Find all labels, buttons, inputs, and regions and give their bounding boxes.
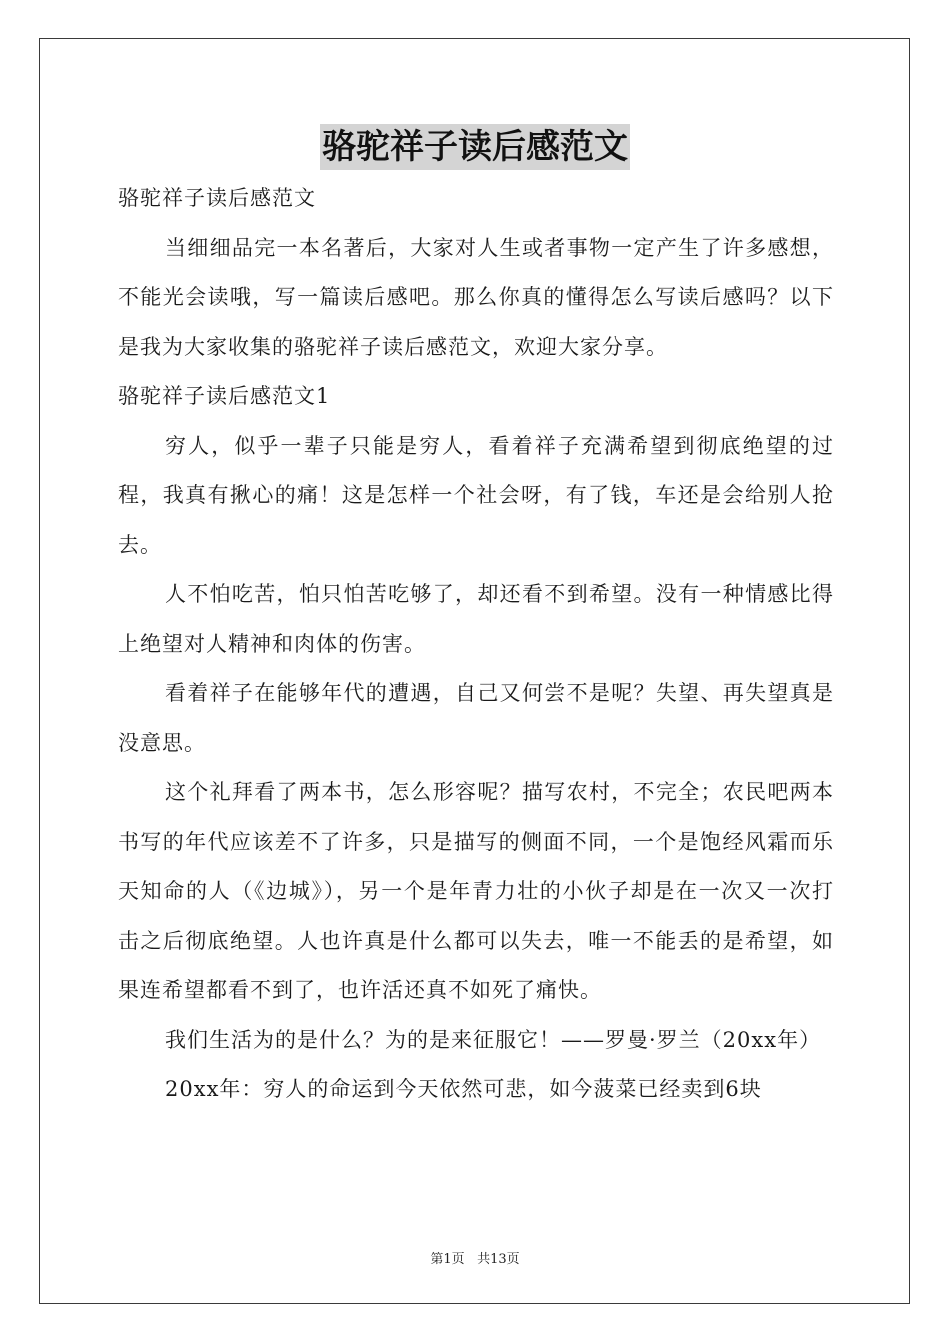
paragraph: 这个礼拜看了两本书，怎么形容呢？描写农村，不完全；农民吧两本书写的年代应该差不了许多，只是描写的侧面不同，一个是饱经风霜而乐天知命的人（《边城》），另一个是年青力壮的小伙子却是在一次又一次打击之后彻底绝望。人也许真是什么都可以失去，唯一不能丢的是希望，如果连希望都看不到了，也许活还真不如死了痛快。 [118, 780, 834, 1002]
paragraph: 骆驼祥子读后感范文1 [118, 384, 331, 408]
page-number: 第1页 [430, 1252, 465, 1267]
paragraph: 我们生活为的是什么？为的是来征服它！——罗曼·罗兰（20xx年） [165, 1027, 822, 1052]
paragraph: 穷人，似乎一辈子只能是穷人，看着祥子充满希望到彻底绝望的过程，我真有揪心的痛！这是怎样一个社会呀，有了钱，车还是会给别人抢去。 [118, 433, 834, 557]
paragraph: 20xx年：穷人的命运到今天依然可悲，如今菠菜已经卖到6块 [165, 1077, 762, 1101]
page-total: 共13页 [477, 1252, 520, 1267]
paragraph: 骆驼祥子读后感范文 [118, 186, 316, 210]
page-footer [0, 1248, 950, 1267]
document-title: 骆驼祥子读后感范文 [320, 124, 630, 170]
paragraph: 当细细品完一本名著后，大家对人生或者事物一定产生了许多感想，不能光会读哦，写一篇读后感吧。那么你真的懂得怎么写读后感吗？以下是我为大家收集的骆驼祥子读后感范文，欢迎大家分享。 [118, 235, 834, 359]
paragraph: 看着祥子在能够年代的遭遇，自己又何尝不是呢？失望、再失望真是没意思。 [118, 681, 834, 755]
title-container [0, 124, 950, 170]
paragraph: 人不怕吃苦，怕只怕苦吃够了，却还看不到希望。没有一种情感比得上绝望对人精神和肉体的伤害。 [118, 582, 834, 656]
document-body [118, 174, 834, 1115]
